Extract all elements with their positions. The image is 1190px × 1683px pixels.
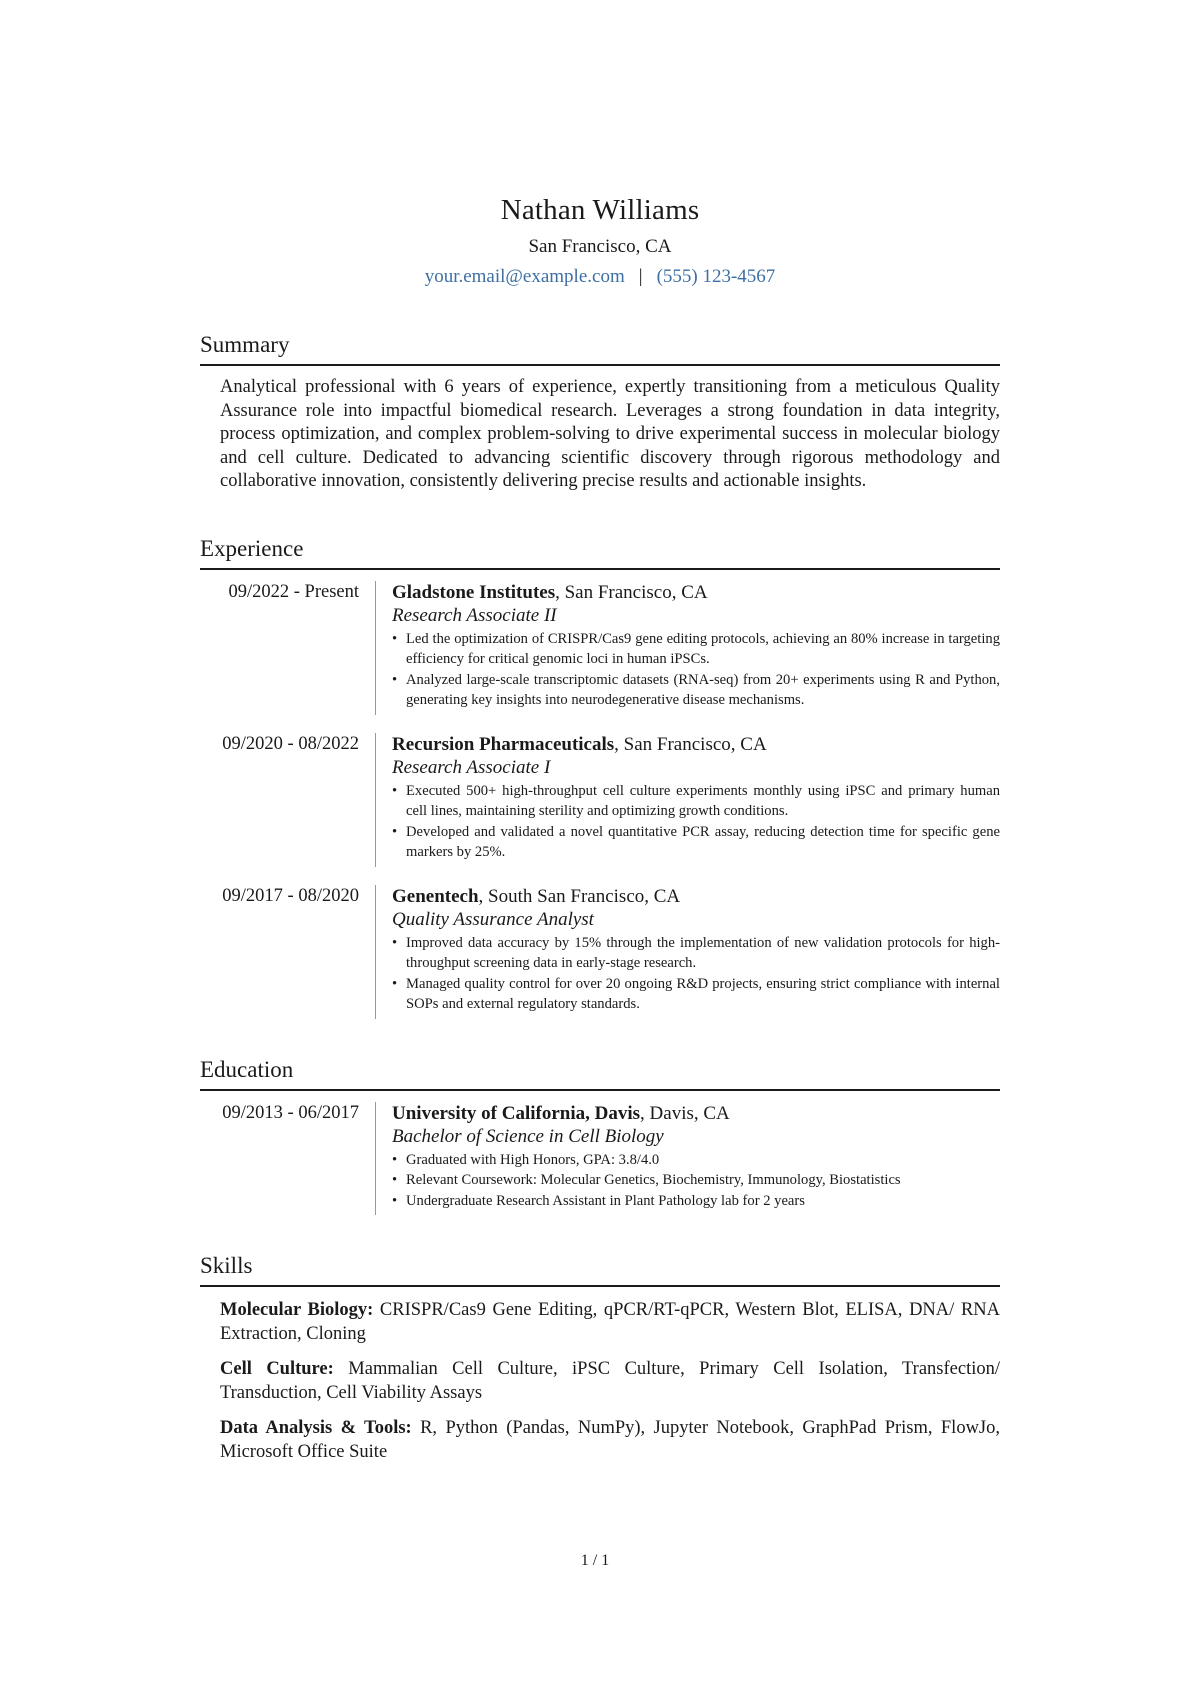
bullet-item: • Led the optimization of CRISPR/Cas9 gene editing protocols, achieving an 80% increase in targeting efficiency for critical genomic loci in human iPSCs. — [392, 629, 1000, 670]
phone-link[interactable]: (555) 123-4567 — [656, 266, 776, 287]
bullet-item: • Graduated with High Honors, GPA: 3.8/4.0 — [392, 1150, 1000, 1171]
education-entry — [200, 1102, 1000, 1216]
organization-name: University of California, Davis — [392, 1102, 641, 1124]
skills-section — [200, 1251, 1000, 1464]
bullet-list — [392, 629, 1000, 711]
skill-label: Cell Culture: — [220, 1359, 334, 1379]
experience-section — [200, 534, 1000, 1019]
candidate-location: San Francisco, CA — [528, 236, 672, 257]
entry-organization — [392, 733, 1000, 756]
experience-entry — [200, 581, 1000, 715]
skill-item — [220, 1358, 1000, 1405]
skill-item — [220, 1299, 1000, 1346]
entry-body — [375, 1102, 1000, 1216]
organization-name: Recursion Pharmaceuticals — [392, 733, 615, 755]
contact-line — [200, 264, 1000, 290]
skill-value: R, Python (Pandas, NumPy), Jupyter Notebook, GraphPad Prism, FlowJo, Microsoft Office Suite — [220, 1418, 1001, 1462]
experience-entry — [200, 733, 1000, 867]
entry-date: 09/2017 - 08/2020 — [222, 885, 359, 906]
summary-title: Summary — [200, 330, 1000, 366]
entry-organization — [392, 581, 1000, 604]
experience-entry — [200, 885, 1000, 1019]
organization-location: , San Francisco, CA — [555, 581, 708, 603]
page-number: 1 / 1 — [580, 1552, 610, 1569]
organization-name: Genentech — [392, 885, 479, 907]
resume-header — [200, 190, 1000, 290]
bullet-item: • Executed 500+ high-throughput cell culture experiments monthly using iPSC and primary human cell lines, maintaining sterility and optimizing growth conditions. — [392, 781, 1000, 822]
entry-body — [375, 581, 1000, 715]
entry-date: 09/2013 - 06/2017 — [222, 1102, 359, 1123]
bullet-list — [392, 781, 1000, 863]
contact-separator: | — [638, 266, 643, 287]
summary-section — [200, 330, 1000, 494]
skill-item — [220, 1417, 1000, 1464]
organization-location: , San Francisco, CA — [614, 733, 767, 755]
skill-value: CRISPR/Cas9 Gene Editing, qPCR/RT-qPCR, Western Blot, ELISA, DNA/ RNA Extraction, Cloning — [220, 1300, 1001, 1344]
entry-body — [375, 885, 1000, 1019]
skill-value: Mammalian Cell Culture, iPSC Culture, Primary Cell Isolation, Transfection/ Transduction, Cell Viability Assays — [220, 1359, 1001, 1403]
bullet-list — [392, 933, 1000, 1015]
bullet-item: • Improved data accuracy by 15% through the implementation of new validation protocols for high-throughput screening data in early-stage research. — [392, 933, 1000, 974]
entry-role: Bachelor of Science in Cell Biology — [392, 1125, 664, 1147]
entry-date: 09/2022 - Present — [228, 581, 359, 602]
email-link[interactable]: your.email@example.com — [424, 266, 625, 287]
skill-label: Data Analysis & Tools: — [220, 1418, 412, 1438]
resume-page — [200, 190, 1000, 1464]
organization-name: Gladstone Institutes — [392, 581, 556, 603]
bullet-list — [392, 1150, 1000, 1212]
entry-body — [375, 733, 1000, 867]
skill-label: Molecular Biology: — [220, 1300, 374, 1320]
bullet-item: • Undergraduate Research Assistant in Plant Pathology lab for 2 years — [392, 1191, 1000, 1212]
education-title: Education — [200, 1055, 1000, 1091]
entry-organization — [392, 1102, 1000, 1125]
bullet-item: • Analyzed large-scale transcriptomic datasets (RNA-seq) from 20+ experiments using R and Python, generating key insights into neurodegenerative disease mechanisms. — [392, 670, 1000, 711]
skills-title: Skills — [200, 1251, 1000, 1287]
summary-text: Analytical professional with 6 years of experience, expertly transitioning from a meticulous Quality Assurance role into impactful biomedical research. Leverages a strong foundation in data integrity, process optimization, and complex problem-solving to drive experimental success in molecular biology and cell culture. Dedicated to advancing scientific discovery through rigorous methodology and collaborative innovation, consistently delivering precise results and actionable insights. — [220, 377, 1000, 491]
experience-title: Experience — [200, 534, 1000, 570]
entry-date: 09/2020 - 08/2022 — [222, 733, 359, 754]
entry-organization — [392, 885, 1000, 908]
candidate-name: Nathan Williams — [500, 194, 700, 226]
entry-role: Research Associate II — [392, 604, 557, 626]
entry-role: Research Associate I — [392, 756, 551, 778]
entry-role: Quality Assurance Analyst — [392, 908, 594, 930]
organization-location: , South San Francisco, CA — [478, 885, 681, 907]
bullet-item: • Relevant Coursework: Molecular Genetics, Biochemistry, Immunology, Biostatistics — [392, 1170, 1000, 1191]
bullet-item: • Managed quality control for over 20 ongoing R&D projects, ensuring strict compliance with internal SOPs and external regulatory standards. — [392, 974, 1000, 1015]
bullet-item: • Developed and validated a novel quantitative PCR assay, reducing detection time for specific gene markers by 25%. — [392, 822, 1000, 863]
organization-location: , Davis, CA — [640, 1102, 730, 1124]
education-section — [200, 1055, 1000, 1216]
